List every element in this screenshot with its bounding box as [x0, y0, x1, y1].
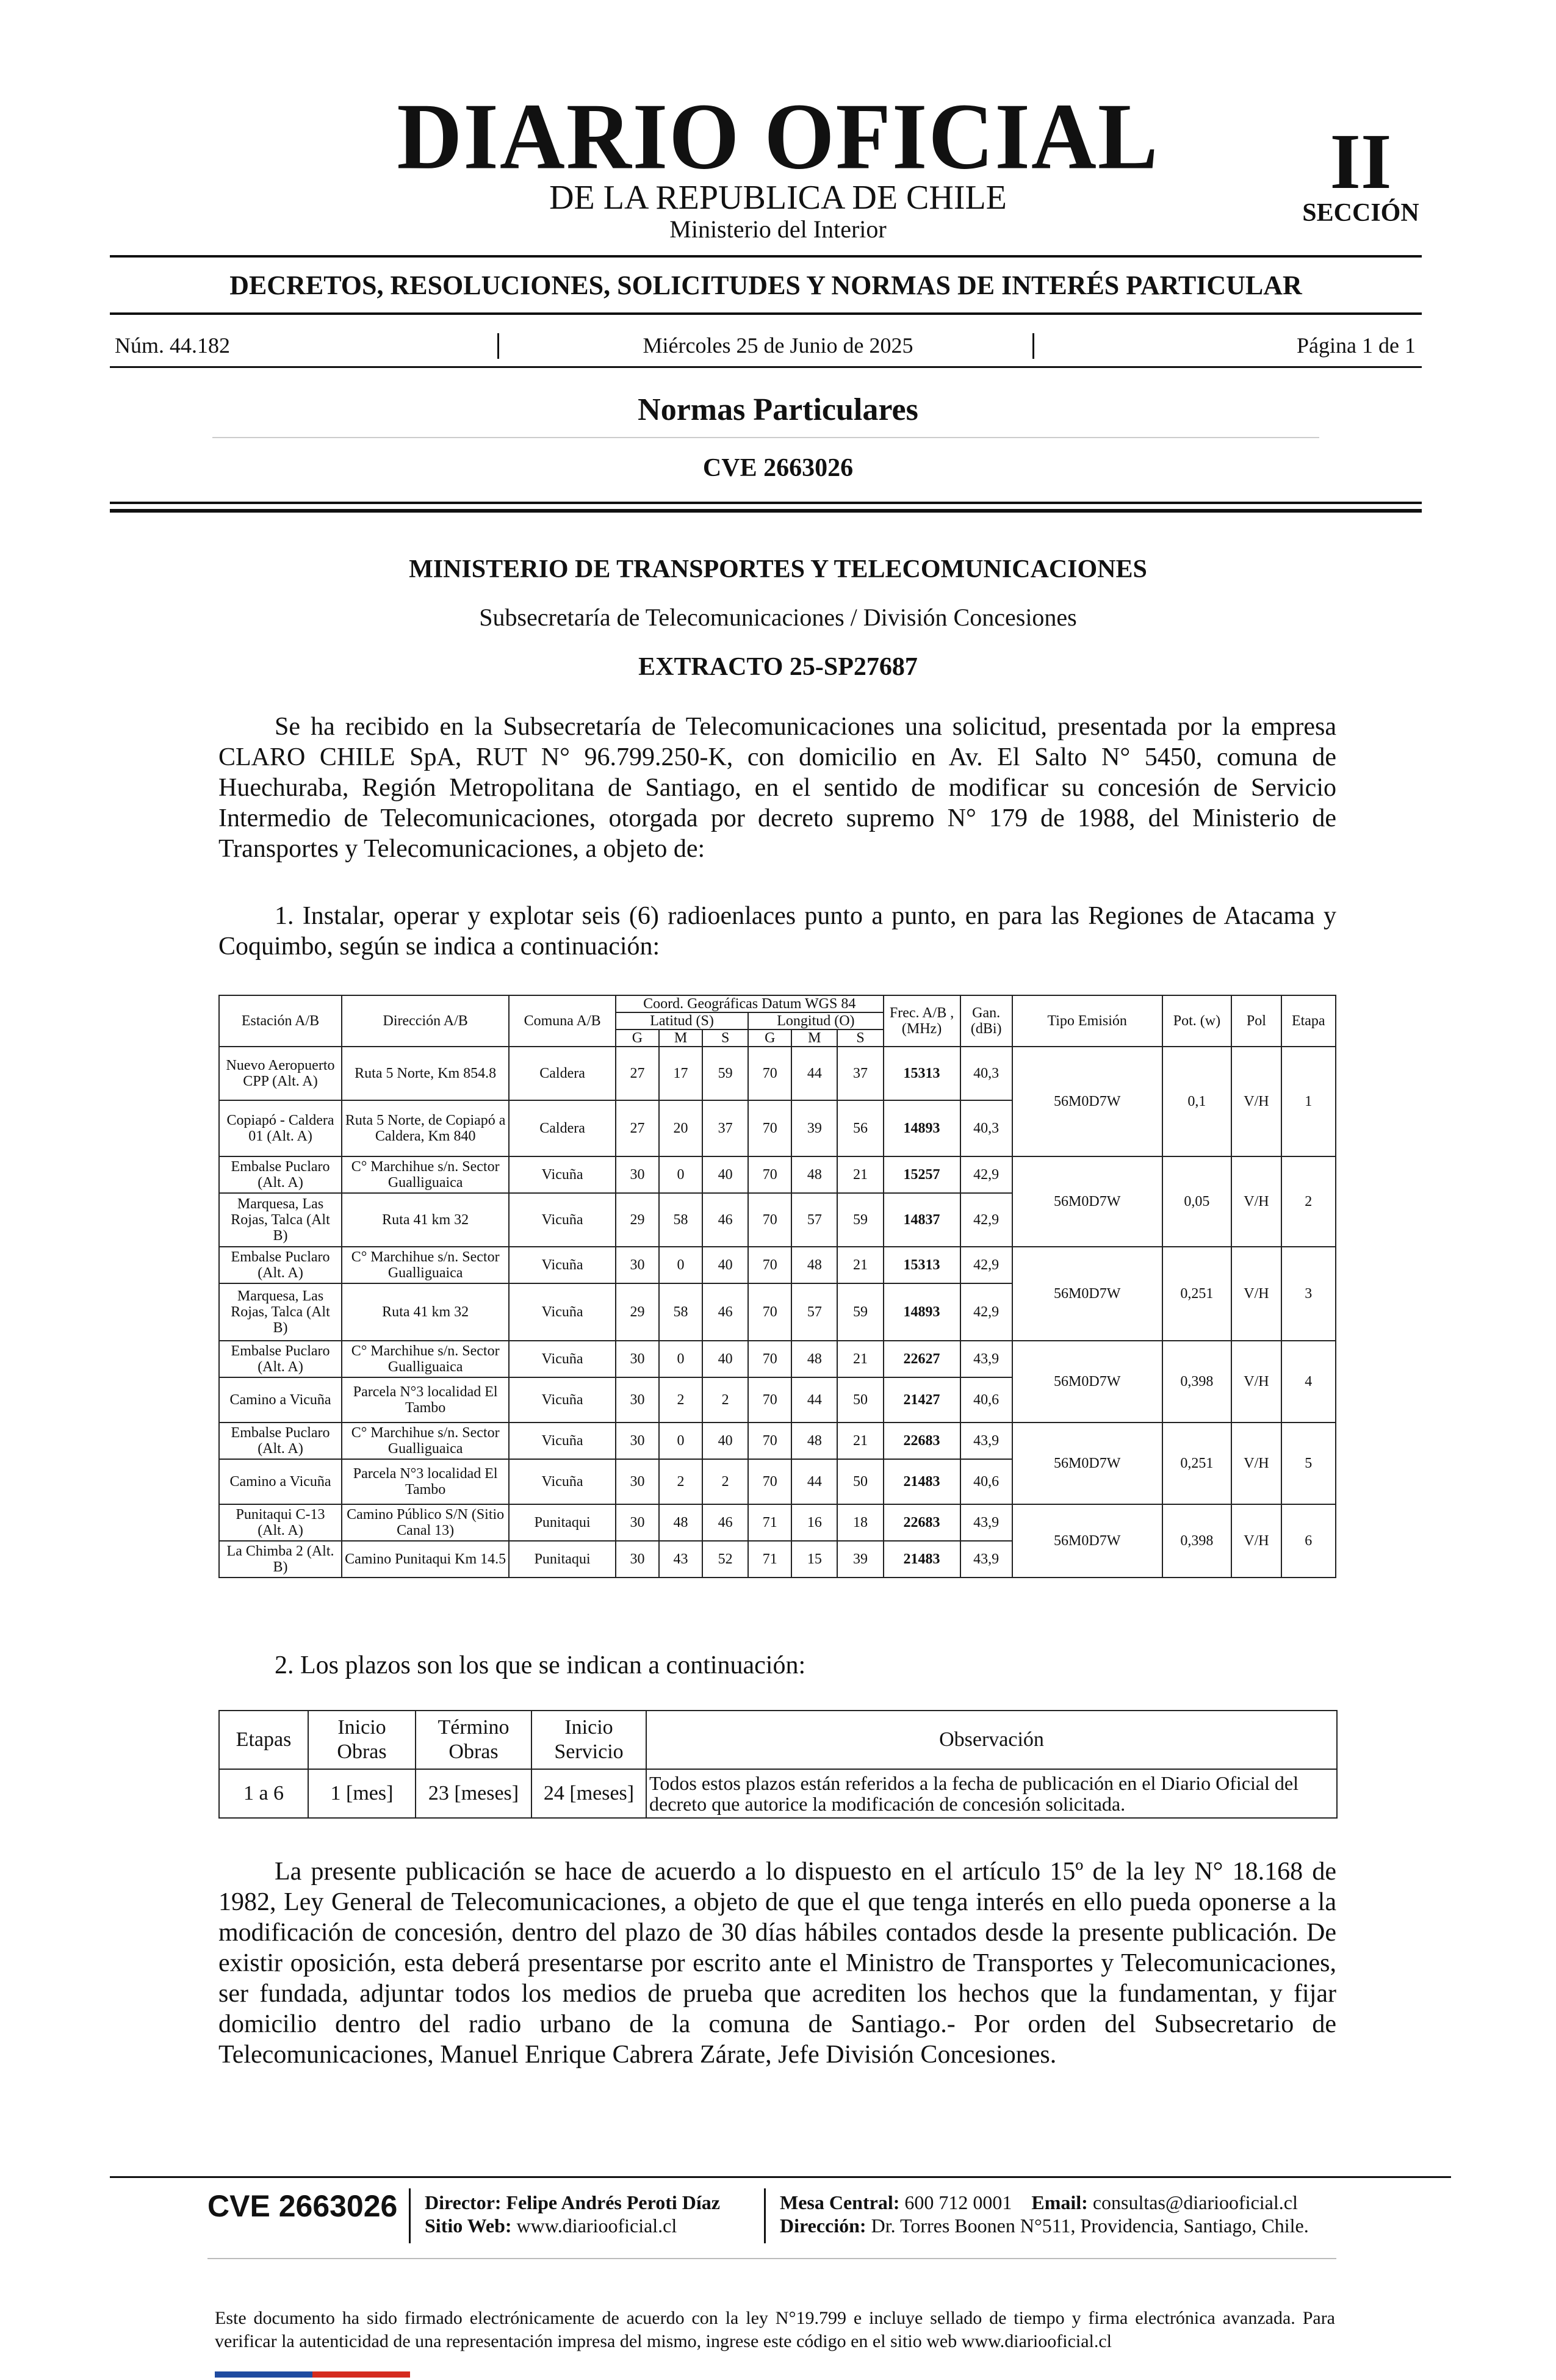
- station-address: C° Marchihue s/n. Sector Gualliguaica: [342, 1156, 509, 1193]
- frequency: 14893: [884, 1100, 960, 1156]
- station-name: Embalse Puclaro (Alt. A): [219, 1423, 342, 1459]
- station-name: Copiapó - Caldera 01 (Alt. A): [219, 1100, 342, 1156]
- station-comuna: Vicuña: [509, 1283, 616, 1341]
- frequency: 15313: [884, 1247, 960, 1283]
- banner-top-rule: [110, 255, 1422, 258]
- flag-red-bar: [312, 2371, 410, 2378]
- polarization: V/H: [1231, 1047, 1281, 1156]
- station-name: Punitaqui C-13 (Alt. A): [219, 1504, 342, 1541]
- director-name: Felipe Andrés Peroti Díaz: [506, 2191, 720, 2213]
- item-1-text: 1. Instalar, operar y explotar seis (6) radioenlaces punto a punto, en para las Regiones de Atacama y Coquimbo, según se indica a continuación:: [218, 902, 1336, 961]
- ministry-heading: MINISTERIO DE TRANSPORTES Y TELECOMUNICACIONES: [409, 555, 1147, 583]
- header-polarizacion: Pol: [1231, 995, 1281, 1047]
- station-address: Parcela N°3 localidad El Tambo: [342, 1377, 509, 1423]
- lon-minutes: 15: [791, 1541, 837, 1578]
- lon-degrees: 70: [748, 1047, 791, 1100]
- issue-number: Núm. 44.182: [115, 333, 230, 358]
- radio-table-row: [219, 1341, 1336, 1377]
- polarization: V/H: [1231, 1423, 1281, 1504]
- lat-degrees: 30: [616, 1377, 659, 1423]
- lat-minutes: 2: [659, 1377, 702, 1423]
- lon-degrees: 70: [748, 1156, 791, 1193]
- address-label: Dirección:: [780, 2215, 866, 2237]
- lat-minutes: 0: [659, 1156, 702, 1193]
- stage: 6: [1281, 1504, 1336, 1578]
- polarization: V/H: [1231, 1156, 1281, 1247]
- gain: 43,9: [960, 1341, 1012, 1377]
- lon-degrees: 70: [748, 1100, 791, 1156]
- radio-table-row: [219, 1504, 1336, 1541]
- header-line: Término: [438, 1716, 510, 1739]
- gain: 42,9: [960, 1247, 1012, 1283]
- radio-links-table: [218, 995, 1336, 1578]
- station-address: Parcela N°3 localidad El Tambo: [342, 1459, 509, 1504]
- station-comuna: Vicuña: [509, 1156, 616, 1193]
- station-comuna: Vicuña: [509, 1377, 616, 1423]
- sub-heading: Subsecretaría de Telecomunicaciones / División Concesiones: [479, 604, 1077, 631]
- header-tipo-emision: Tipo Emisión: [1012, 995, 1162, 1047]
- header-direccion: Dirección A/B: [342, 995, 509, 1047]
- lon-seconds: 50: [837, 1377, 883, 1423]
- lat-minutes: 17: [659, 1047, 702, 1100]
- lat-seconds: 46: [702, 1193, 748, 1247]
- stage: 4: [1281, 1341, 1336, 1423]
- footer-separator: [409, 2188, 411, 2243]
- footer-director: [425, 2191, 720, 2214]
- flag-blue-bar: [215, 2371, 312, 2378]
- lat-seconds: 2: [702, 1459, 748, 1504]
- lon-degrees: 70: [748, 1377, 791, 1423]
- lat-minutes: 20: [659, 1100, 702, 1156]
- address-value: Dr. Torres Boonen N°511, Providencia, Santiago, Chile.: [871, 2215, 1309, 2237]
- station-name: Embalse Puclaro (Alt. A): [219, 1247, 342, 1283]
- emission-type: 56M0D7W: [1012, 1504, 1162, 1578]
- station-name: Nuevo Aeropuerto CPP (Alt. A): [219, 1047, 342, 1100]
- lon-degrees: 70: [748, 1283, 791, 1341]
- emission-type: 56M0D7W: [1012, 1156, 1162, 1247]
- lat-seconds: 40: [702, 1247, 748, 1283]
- lat-minutes: 58: [659, 1283, 702, 1341]
- page-number: Página 1 de 1: [1297, 333, 1416, 358]
- extract-title: EXTRACTO 25-SP27687: [638, 653, 918, 681]
- header-lat-m: M: [659, 1030, 702, 1047]
- lat-seconds: 59: [702, 1047, 748, 1100]
- power: 0,251: [1162, 1247, 1232, 1341]
- stage: 5: [1281, 1423, 1336, 1504]
- header-line: Servicio: [554, 1740, 624, 1763]
- issue-date: Miércoles 25 de Junio de 2025: [643, 333, 913, 358]
- section-word: SECCIÓN: [1302, 199, 1419, 227]
- lat-minutes: 43: [659, 1541, 702, 1578]
- station-address: Camino Público S/N (Sitio Canal 13): [342, 1504, 509, 1541]
- plazos-inicio-obras: 1 [mes]: [308, 1769, 416, 1818]
- gain: 42,9: [960, 1156, 1012, 1193]
- lat-seconds: 52: [702, 1541, 748, 1578]
- radio-table-row: [219, 1423, 1336, 1459]
- lat-minutes: 0: [659, 1247, 702, 1283]
- power: 0,1: [1162, 1047, 1232, 1156]
- footer-divider: [207, 2258, 1336, 2259]
- gain: 43,9: [960, 1504, 1012, 1541]
- lon-minutes: 48: [791, 1247, 837, 1283]
- station-address: Ruta 5 Norte, de Copiapó a Caldera, Km 840: [342, 1100, 509, 1156]
- lon-minutes: 44: [791, 1047, 837, 1100]
- station-comuna: Vicuña: [509, 1247, 616, 1283]
- header-lon-m: M: [791, 1030, 837, 1047]
- mesa-label: Mesa Central:: [780, 2191, 900, 2213]
- item-2-text: 2. Los plazos son los que se indican a continuación:: [275, 1651, 806, 1679]
- footer-top-rule: [110, 2176, 1451, 2178]
- polarization: V/H: [1231, 1247, 1281, 1341]
- frequency: 21483: [884, 1541, 960, 1578]
- stage: 3: [1281, 1247, 1336, 1341]
- lon-seconds: 21: [837, 1247, 883, 1283]
- lon-seconds: 21: [837, 1156, 883, 1193]
- lat-seconds: 2: [702, 1377, 748, 1423]
- lat-minutes: 0: [659, 1423, 702, 1459]
- polarization: V/H: [1231, 1341, 1281, 1423]
- lat-degrees: 30: [616, 1459, 659, 1504]
- lat-degrees: 30: [616, 1504, 659, 1541]
- info-separator: [1032, 333, 1034, 359]
- header-comuna: Comuna A/B: [509, 995, 616, 1047]
- lon-minutes: 44: [791, 1377, 837, 1423]
- stage: 1: [1281, 1047, 1336, 1156]
- lon-minutes: 39: [791, 1100, 837, 1156]
- masthead-subtitle: DE LA REPUBLICA DE CHILE: [549, 179, 1007, 217]
- header-estacion: Estación A/B: [219, 995, 342, 1047]
- footer-address: [780, 2214, 1309, 2237]
- plazos-inicio-servicio: 24 [meses]: [531, 1769, 646, 1818]
- lon-minutes: 16: [791, 1504, 837, 1541]
- emission-type: 56M0D7W: [1012, 1047, 1162, 1156]
- frequency: 15257: [884, 1156, 960, 1193]
- header-etapa: Etapa: [1281, 995, 1336, 1047]
- station-address: Ruta 41 km 32: [342, 1193, 509, 1247]
- frequency: 21483: [884, 1459, 960, 1504]
- closing-paragraph: La presente publicación se hace de acuerdo a lo dispuesto en el artículo 15º de la ley N° 18.168 de 1982, Ley General de Telecomunicaciones, a objeto de que el que tenga interés en ello pueda oponerse a la modificación de concesión, dentro del plazo de 30 días hábiles contados desde la presente publicación. De existir oposición, esta deberá presentarse por escrito ante el Ministro de Transportes y Telecomunicaciones, ser fundada, adjuntar todos los medios de prueba que acrediten los hechos que la fundamentan, y fijar domicilio dentro del radio urbano de la comuna de Santiago.- Por orden del Subsecretario de Telecomunicaciones, Manuel Enrique Cabrera Zárate, Jefe División Concesiones.: [218, 1858, 1336, 2069]
- polarization: V/H: [1231, 1504, 1281, 1578]
- frequency: 14893: [884, 1283, 960, 1341]
- lon-degrees: 70: [748, 1423, 791, 1459]
- lon-minutes: 57: [791, 1193, 837, 1247]
- lat-degrees: 30: [616, 1541, 659, 1578]
- lon-seconds: 56: [837, 1100, 883, 1156]
- plazos-header-inicio-servicio: [531, 1711, 646, 1769]
- gain: 40,3: [960, 1100, 1012, 1156]
- lat-degrees: 27: [616, 1047, 659, 1100]
- header-line: Inicio: [337, 1716, 386, 1739]
- station-comuna: Vicuña: [509, 1459, 616, 1504]
- info-rule: [110, 366, 1422, 368]
- plazos-header-termino-obras: [416, 1711, 531, 1769]
- footer-mesa-central: [780, 2191, 1298, 2214]
- lon-minutes: 48: [791, 1156, 837, 1193]
- gain: 43,9: [960, 1423, 1012, 1459]
- footer-cve: CVE 2663026: [207, 2189, 398, 2223]
- station-address: Ruta 5 Norte, Km 854.8: [342, 1047, 509, 1100]
- header-frecuencia: Frec. A/B , (MHz): [884, 995, 960, 1047]
- frequency: 22683: [884, 1423, 960, 1459]
- header-latitud: Latitud (S): [616, 1012, 748, 1030]
- lon-seconds: 59: [837, 1283, 883, 1341]
- emission-type: 56M0D7W: [1012, 1341, 1162, 1423]
- station-name: Embalse Puclaro (Alt. A): [219, 1156, 342, 1193]
- header-rule-2: [110, 509, 1422, 513]
- station-name: Camino a Vicuña: [219, 1459, 342, 1504]
- header-longitud: Longitud (O): [748, 1012, 883, 1030]
- lat-minutes: 0: [659, 1341, 702, 1377]
- cve-code: CVE 2663026: [702, 454, 854, 482]
- station-comuna: Punitaqui: [509, 1504, 616, 1541]
- footer-note: Este documento ha sido firmado electrónicamente de acuerdo con la ley N°19.799 e incluye sellado de tiempo y firma electrónica avanzada. Para verificar la autenticidad de una representación impresa del mismo, ingrese este código en el sitio web www.diariooficial.cl: [215, 2308, 1335, 2351]
- section-title: Normas Particulares: [638, 392, 918, 427]
- lat-seconds: 37: [702, 1100, 748, 1156]
- lat-seconds: 46: [702, 1504, 748, 1541]
- frequency: 15313: [884, 1047, 960, 1100]
- lon-degrees: 70: [748, 1193, 791, 1247]
- lon-seconds: 21: [837, 1341, 883, 1377]
- header-line: Obras: [448, 1740, 499, 1763]
- footer-website: [425, 2214, 677, 2237]
- lon-seconds: 39: [837, 1541, 883, 1578]
- header-line: Obras: [337, 1740, 387, 1763]
- station-name: Embalse Puclaro (Alt. A): [219, 1341, 342, 1377]
- lon-minutes: 48: [791, 1341, 837, 1377]
- header-lat-g: G: [616, 1030, 659, 1047]
- frequency: 14837: [884, 1193, 960, 1247]
- station-comuna: Punitaqui: [509, 1541, 616, 1578]
- radio-table-row: [219, 1156, 1336, 1193]
- header-lon-g: G: [748, 1030, 791, 1047]
- frequency: 21427: [884, 1377, 960, 1423]
- masthead-title: DIARIO OFICIAL: [397, 84, 1159, 190]
- gain: 40,6: [960, 1377, 1012, 1423]
- emission-type: 56M0D7W: [1012, 1247, 1162, 1341]
- station-name: La Chimba 2 (Alt. B): [219, 1541, 342, 1578]
- lat-minutes: 58: [659, 1193, 702, 1247]
- radio-links-body: [219, 1047, 1336, 1578]
- plazos-observacion: Todos estos plazos están referidos a la fecha de publicación en el Diario Oficial del decreto que autorice la modificación de concesión solicitada.: [646, 1769, 1337, 1818]
- power: 0,398: [1162, 1504, 1232, 1578]
- radio-table-row: [219, 1247, 1336, 1283]
- lat-minutes: 48: [659, 1504, 702, 1541]
- header-potencia: Pot. (w): [1162, 995, 1232, 1047]
- station-name: Marquesa, Las Rojas, Talca (Alt B): [219, 1283, 342, 1341]
- station-comuna: Vicuña: [509, 1193, 616, 1247]
- station-comuna: Vicuña: [509, 1423, 616, 1459]
- station-address: C° Marchihue s/n. Sector Gualliguaica: [342, 1247, 509, 1283]
- header-lat-s: S: [702, 1030, 748, 1047]
- director-label: Director:: [425, 2191, 502, 2213]
- lon-seconds: 59: [837, 1193, 883, 1247]
- gain: 40,6: [960, 1459, 1012, 1504]
- masthead-ministry: Ministerio del Interior: [669, 215, 887, 243]
- plazos-termino-obras: 23 [meses]: [416, 1769, 531, 1818]
- gain: 42,9: [960, 1193, 1012, 1247]
- lat-degrees: 29: [616, 1283, 659, 1341]
- lon-degrees: 71: [748, 1541, 791, 1578]
- email-label: Email:: [1031, 2191, 1088, 2213]
- lat-degrees: 29: [616, 1193, 659, 1247]
- lat-seconds: 40: [702, 1156, 748, 1193]
- lon-degrees: 70: [748, 1341, 791, 1377]
- gain: 43,9: [960, 1541, 1012, 1578]
- stage: 2: [1281, 1156, 1336, 1247]
- section-number: II: [1330, 118, 1392, 206]
- section-banner: DECRETOS, RESOLUCIONES, SOLICITUDES Y NORMAS DE INTERÉS PARTICULAR: [229, 270, 1302, 300]
- lat-degrees: 30: [616, 1341, 659, 1377]
- lon-seconds: 21: [837, 1423, 883, 1459]
- gain: 42,9: [960, 1283, 1012, 1341]
- station-name: Camino a Vicuña: [219, 1377, 342, 1423]
- lon-degrees: 71: [748, 1504, 791, 1541]
- info-separator: [497, 333, 499, 359]
- banner-bottom-rule: [110, 312, 1422, 315]
- power: 0,251: [1162, 1423, 1232, 1504]
- header-line: Inicio: [564, 1716, 613, 1739]
- lat-seconds: 40: [702, 1341, 748, 1377]
- plazos-header-etapas: Etapas: [219, 1711, 308, 1769]
- emission-type: 56M0D7W: [1012, 1423, 1162, 1504]
- lat-degrees: 30: [616, 1247, 659, 1283]
- power: 0,05: [1162, 1156, 1232, 1247]
- plazos-header-inicio-obras: [308, 1711, 416, 1769]
- station-address: Ruta 41 km 32: [342, 1283, 509, 1341]
- lat-degrees: 30: [616, 1156, 659, 1193]
- lat-seconds: 40: [702, 1423, 748, 1459]
- plazos-etapas: 1 a 6: [219, 1769, 308, 1818]
- station-address: C° Marchihue s/n. Sector Gualliguaica: [342, 1341, 509, 1377]
- station-address: C° Marchihue s/n. Sector Gualliguaica: [342, 1423, 509, 1459]
- intro-paragraph: Se ha recibido en la Subsecretaría de Telecomunicaciones una solicitud, presentada por la empresa CLARO CHILE SpA, RUT N° 96.799.250-K, con domicilio en Av. El Salto N° 5450, comuna de Huechuraba, Región Metropolitana de Santiago, en el sentido de modificar su concesión de Servicio Intermedio de Telecomunicaciones, otorgada por decreto supremo N° 179 de 1988, del Ministerio de Transportes y Telecomunicaciones, a objeto de:: [218, 713, 1336, 863]
- lon-minutes: 44: [791, 1459, 837, 1504]
- lon-seconds: 37: [837, 1047, 883, 1100]
- station-comuna: Caldera: [509, 1047, 616, 1100]
- mesa-value: 600 712 0001: [904, 2191, 1012, 2213]
- web-value[interactable]: www.diariooficial.cl: [516, 2215, 677, 2237]
- lon-minutes: 57: [791, 1283, 837, 1341]
- power: 0,398: [1162, 1341, 1232, 1423]
- web-label: Sitio Web:: [425, 2215, 512, 2237]
- lat-degrees: 30: [616, 1423, 659, 1459]
- lon-degrees: 70: [748, 1459, 791, 1504]
- header-coordinates: Coord. Geográficas Datum WGS 84: [616, 995, 884, 1012]
- footer-separator: [764, 2188, 766, 2243]
- title-divider: [212, 437, 1319, 438]
- station-name: Marquesa, Las Rojas, Talca (Alt B): [219, 1193, 342, 1247]
- station-comuna: Caldera: [509, 1100, 616, 1156]
- header-lon-s: S: [837, 1030, 883, 1047]
- plazos-table: [218, 1710, 1338, 1819]
- gain: 40,3: [960, 1047, 1012, 1100]
- station-comuna: Vicuña: [509, 1341, 616, 1377]
- frequency: 22627: [884, 1341, 960, 1377]
- lat-degrees: 27: [616, 1100, 659, 1156]
- lat-seconds: 46: [702, 1283, 748, 1341]
- lat-minutes: 2: [659, 1459, 702, 1504]
- lon-seconds: 50: [837, 1459, 883, 1504]
- lon-seconds: 18: [837, 1504, 883, 1541]
- plazos-header-observacion: Observación: [646, 1711, 1337, 1769]
- header-ganancia: Gan. (dBi): [960, 995, 1012, 1047]
- header-rule-1: [110, 502, 1422, 504]
- lon-minutes: 48: [791, 1423, 837, 1459]
- radio-table-row: [219, 1047, 1336, 1100]
- station-address: Camino Punitaqui Km 14.5: [342, 1541, 509, 1578]
- lon-degrees: 70: [748, 1247, 791, 1283]
- email-value[interactable]: consultas@diariooficial.cl: [1092, 2191, 1298, 2213]
- frequency: 22683: [884, 1504, 960, 1541]
